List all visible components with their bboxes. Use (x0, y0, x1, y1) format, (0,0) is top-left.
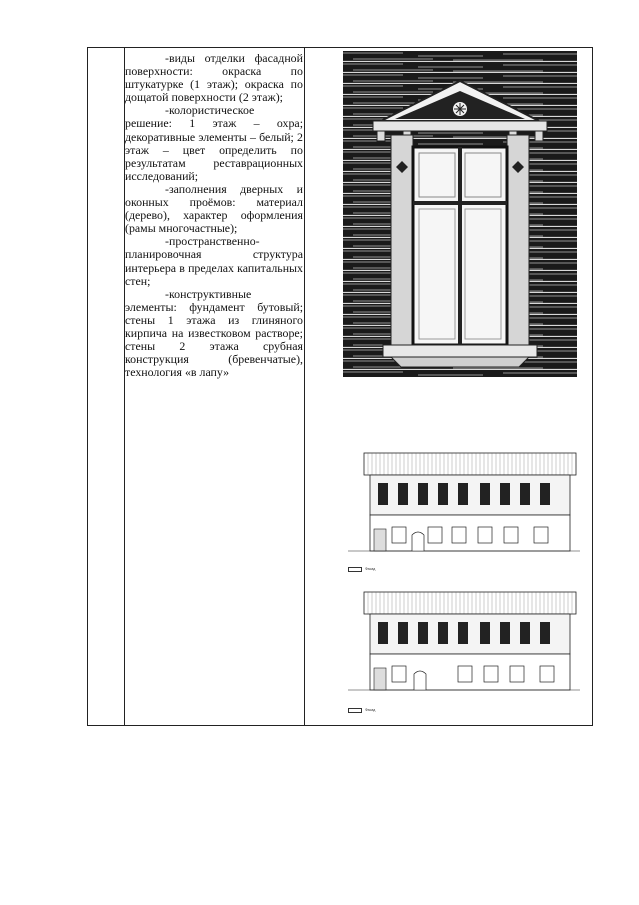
legend-swatch (348, 708, 362, 713)
description-cell (125, 52, 303, 379)
paragraph-facade-finish: -виды отделки фасадной поверхности: окраска по штукатурке (1 этаж); окраска по дощатой поверхности (2 этаж); (125, 51, 303, 105)
facade-elevation-drawing (348, 590, 580, 700)
legend-swatch (348, 567, 362, 572)
paragraph-openings: -заполнения дверных и оконных проёмов: материал (дерево), характер оформления (рамы многочастные); (125, 181, 303, 236)
paragraph-color-solution: -колористическое решение: 1 этаж – охра; декоративные элементы – белый; 2 этаж – цвет определить по результатам реставрационных исследований; (125, 103, 303, 183)
facade-elevation-drawing (348, 451, 580, 561)
drawing-legend (348, 566, 375, 572)
legend-label: Фасад (365, 708, 376, 712)
paragraph-interior-structure: -пространственно-планировочная структура интерьера в пределах капитальных стен; (125, 234, 303, 288)
drawing-legend (348, 707, 375, 713)
column-divider (304, 48, 305, 725)
legend-label: Фасад (365, 567, 376, 571)
paragraph-structural-elements: -конструктивные элементы: фундамент бутовый; стены 1 этажа из глиняного кирпича на известковом растворе; стены 2 этажа срубная конструкция (бревенчатые), технология «в лапу» (125, 286, 303, 380)
window-frame-photo (343, 51, 577, 377)
